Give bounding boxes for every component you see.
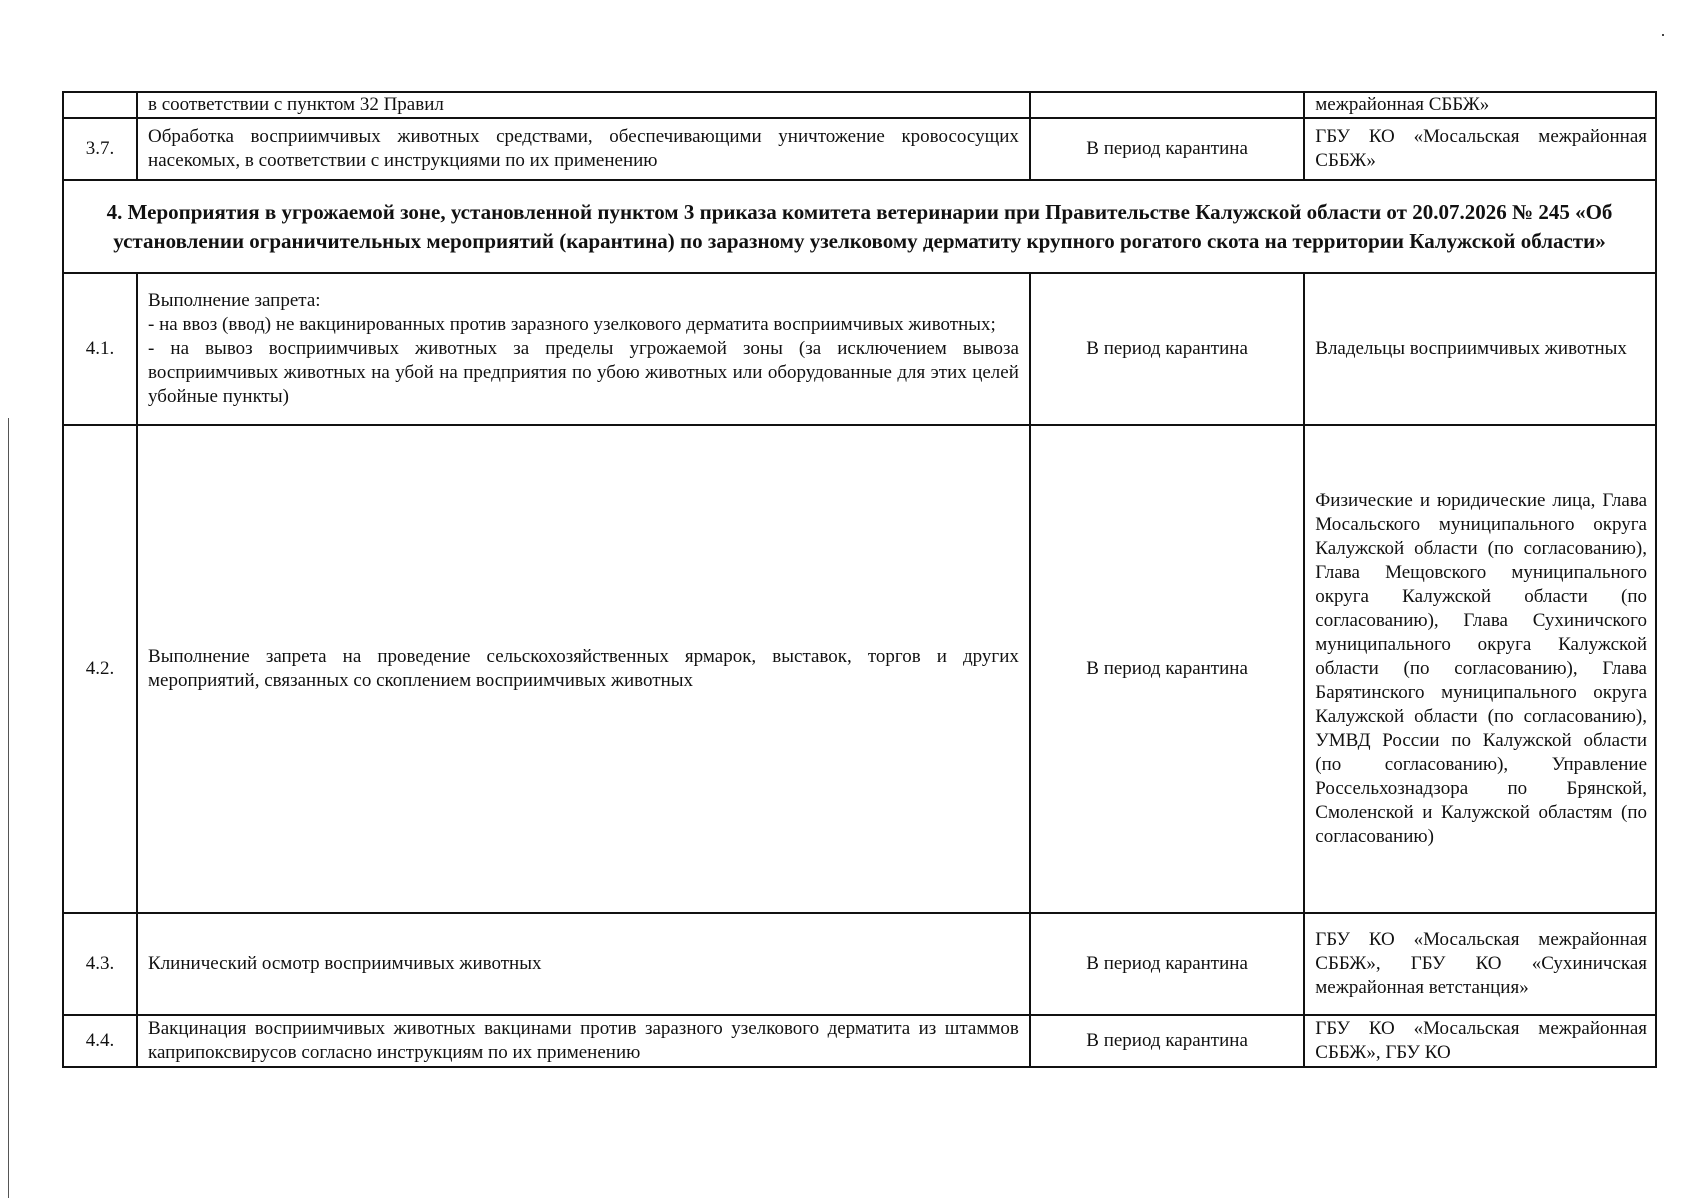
scan-speck (1662, 34, 1664, 36)
measure-description: Обработка восприимчивых животных средствами, обеспечивающими уничтожение кровососущих насекомых, в соответствии с инструкциями по их применению (137, 118, 1030, 180)
description-line: - на ввоз (ввод) не вакцинированных против заразного узелкового дерматита восприимчивых животных; (148, 314, 996, 335)
scan-edge-line (8, 418, 9, 1198)
measure-responsible: ГБУ КО «Мосальская межрайонная СББЖ», ГБУ КО (1304, 1015, 1656, 1067)
table-row (63, 1015, 1656, 1067)
table-row (63, 913, 1656, 1015)
measure-responsible: ГБУ КО «Мосальская межрайонная СББЖ», ГБУ КО «Сухиничская межрайонная ветстанция» (1304, 913, 1656, 1015)
row-number: 4.2. (63, 425, 137, 913)
measure-period: В период карантина (1030, 118, 1304, 180)
measure-responsible: Владельцы восприимчивых животных (1304, 273, 1656, 425)
measure-responsible: ГБУ КО «Мосальская межрайонная СББЖ» (1304, 118, 1656, 180)
measure-responsible: Физические и юридические лица, Глава Мосальского муниципального округа Калужской области (по согласованию), Глава Мещовского муниципального округа Калужской области (по согласованию), Глава Сухиничского муниципального округа Калужской области (по согласованию), Глава Барятинского муниципального округа Калужской области (по согласованию), УМВД России по Калужской области (по согласованию), Управление Россельхознадзора по Брянской, Смоленской и Калужской областям (по согласованию) (1304, 425, 1656, 913)
row-number: 4.1. (63, 273, 137, 425)
section-heading-row (63, 180, 1656, 273)
table-row (63, 273, 1656, 425)
measure-period (1030, 92, 1304, 118)
measure-description: Выполнение запрета на проведение сельскохозяйственных ярмарок, выставок, торгов и других мероприятий, связанных со скоплением восприимчивых животных (137, 425, 1030, 913)
section-4-title: 4. Мероприятия в угрожаемой зоне, установленной пунктом 3 приказа комитета ветеринарии при Правительстве Калужской области от 20.07.2026 № 245 «Об установлении ограничительных мероприятий (карантина) по заразному узелковому дерматиту крупного рогатого скота на территории Калужской области» (63, 180, 1656, 273)
measure-period: В период карантина (1030, 425, 1304, 913)
description-line: - на вывоз восприимчивых животных за пределы угрожаемой зоны (за исключением вывоза восприимчивых животных на убой на предприятия по убою животных или оборудованные для этих целей убойные пункты) (148, 338, 1019, 407)
description-line: Выполнение запрета: (148, 290, 321, 311)
measure-period: В период карантина (1030, 273, 1304, 425)
table-row (63, 425, 1656, 913)
measure-responsible: межрайонная СББЖ» (1304, 92, 1656, 118)
measure-period: В период карантина (1030, 913, 1304, 1015)
row-number: 4.4. (63, 1015, 137, 1067)
table-row (63, 92, 1656, 118)
row-number: 3.7. (63, 118, 137, 180)
measure-description: Вакцинация восприимчивых животных вакцинами против заразного узелкового дерматита из штаммов каприпоксвирусов согласно инструкциям по их применению (137, 1015, 1030, 1067)
measures-table (62, 91, 1657, 1068)
measure-period: В период карантина (1030, 1015, 1304, 1067)
row-number: 4.3. (63, 913, 137, 1015)
measure-description: в соответствии с пунктом 32 Правил (137, 92, 1030, 118)
measure-description: Клинический осмотр восприимчивых животных (137, 913, 1030, 1015)
row-number (63, 92, 137, 118)
measure-description (137, 273, 1030, 425)
table-row (63, 118, 1656, 180)
